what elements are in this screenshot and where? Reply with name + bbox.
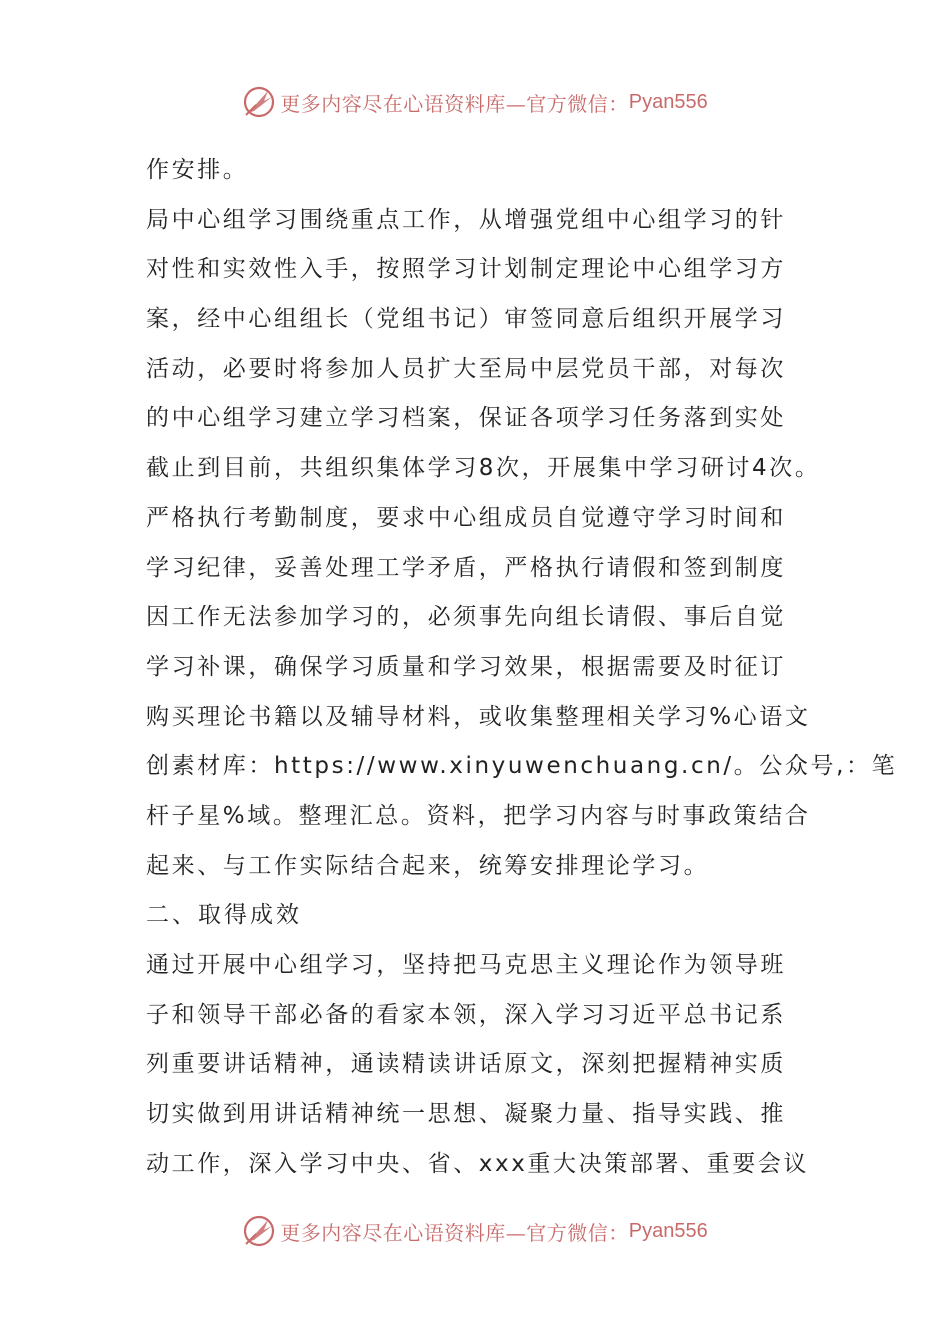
body-line: 通过开展中心组学习，坚持把马克思主义理论作为领导班: [146, 952, 786, 978]
footer-watermark: [0, 1211, 950, 1251]
body-line: 对性和实效性入手，按照学习计划制定理论中心组学习方: [146, 256, 786, 283]
document-body: [146, 146, 898, 1189]
section-heading: 二、取得成效: [146, 902, 302, 929]
body-line: 购买理论书籍以及辅导材料，或收集整理相关学习%心语文: [146, 703, 811, 730]
body-line: 因工作无法参加学习的，必须事先向组长请假、事后自觉: [146, 604, 786, 631]
watermark-text: 更多内容尽在心语资料库—官方微信：: [280, 1220, 629, 1245]
body-line: 列重要讲话精神，通读精读讲话原文，深刻把握精神实质: [146, 1051, 786, 1078]
body-line-with-link: 创素材库：https://www.xinyuwenchuang.cn/。公众号,：笔: [146, 753, 898, 780]
body-line: 案，经中心组组长（党组书记）审签同意后组织开展学习: [146, 306, 786, 333]
body-line: 作安排。: [146, 157, 249, 183]
quill-logo-icon: [242, 85, 276, 119]
body-line: 杆子星%域。整理汇总。资料，把学习内容与时事政策结合: [146, 802, 811, 829]
body-line: 切实做到用讲话精神统一思想、凝聚力量、指导实践、推: [146, 1101, 786, 1128]
body-line: 严格执行考勤制度，要求中心组成员自觉遵守学习时间和: [146, 504, 786, 531]
body-line: 学习补课，确保学习质量和学习效果，根据需要及时征订: [146, 653, 786, 680]
body-line: 截止到目前，共组织集体学习8次，开展集中学习研讨4次。: [146, 455, 821, 482]
quill-logo-icon: [242, 1214, 276, 1248]
body-line: 子和领导干部必备的看家本领，深入学习习近平总书记系: [146, 1001, 786, 1028]
body-line: 的中心组学习建立学习档案，保证各项学习任务落到实处: [146, 405, 786, 432]
body-line: 活动，必要时将参加人员扩大至局中层党员干部，对每次: [146, 355, 786, 382]
header-watermark: [0, 82, 950, 122]
body-line: 局中心组学习围绕重点工作，从增强党组中心组学习的针: [146, 206, 786, 233]
watermark-text: 更多内容尽在心语资料库—官方微信：: [280, 91, 629, 116]
body-line: 起来、与工作实际结合起来，统筹安排理论学习。: [146, 852, 710, 879]
watermark-wechat-id: Pyan556: [628, 90, 708, 113]
body-line: 学习纪律，妥善处理工学矛盾，严格执行请假和签到制度: [146, 554, 786, 581]
watermark-wechat-id: Pyan556: [628, 1219, 708, 1242]
body-line: 动工作，深入学习中央、省、xxx重大决策部署、重要会议: [146, 1150, 810, 1177]
